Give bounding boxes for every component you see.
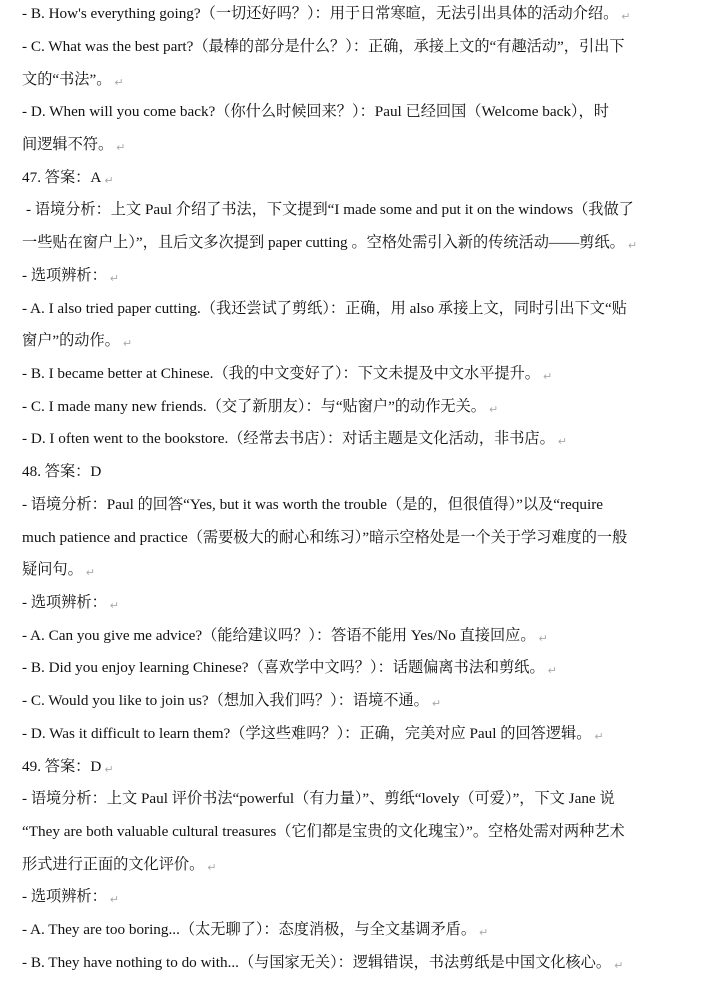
paragraph-mark-icon: ↵ xyxy=(104,763,114,776)
text-line: “They are both valuable cultural treasures（它们都是宝贵的文化瑰宝）”。空格处需对两种艺术 xyxy=(22,823,625,840)
text-line: - B. How's everything going?（一切还好吗？）：用于日常寒暄，无法引出具体的活动介绍。 ↵ xyxy=(22,5,631,23)
paragraph-mark-icon: ↵ xyxy=(614,959,624,972)
paragraph-mark-icon: ↵ xyxy=(542,370,553,383)
paragraph-mark-icon: ↵ xyxy=(207,861,217,874)
paragraph-mark-icon: ↵ xyxy=(114,76,124,89)
text-line: 文的“书法”。 ↵ xyxy=(22,71,124,89)
text-line: - A. They are too boring...（太无聊了）：态度消极，与全文基调矛盾。 ↵ xyxy=(22,921,489,939)
text-line: - B. I became better at Chinese.（我的中文变好了）：下文未提及中文水平提升。 ↵ xyxy=(22,365,553,383)
paragraph-mark-icon: ↵ xyxy=(109,272,120,285)
text-line: - C. What was the best part?（最棒的部分是什么？）：正确，承接上文的“有趣活动”，引出下 xyxy=(22,38,625,55)
paragraph-mark-icon: ↵ xyxy=(109,599,120,612)
text-line: - B. They have nothing to do with...（与国家无关）：逻辑错误，书法剪纸是中国文化核心。 ↵ xyxy=(22,954,624,972)
text-line: 窗户”的动作。 ↵ xyxy=(22,332,133,350)
paragraph-mark-icon: ↵ xyxy=(557,435,567,448)
paragraph-mark-icon: ↵ xyxy=(547,664,557,677)
text-line: - D. I often went to the bookstore.（经常去书店）：对话主题是文化活动，非书店。 ↵ xyxy=(22,430,567,448)
paragraph-mark-icon: ↵ xyxy=(116,141,126,154)
paragraph-mark-icon: ↵ xyxy=(488,403,499,416)
text-line: 形式进行正面的文化评价。 ↵ xyxy=(22,856,217,874)
paragraph-mark-icon: ↵ xyxy=(594,730,604,743)
text-line: - C. Would you like to join us?（想加入我们吗？）：语境不通。 ↵ xyxy=(22,692,442,710)
text-line: - 语境分析：Paul 的回答“Yes, but it was worth the trouble（是的，但很值得）”以及“require xyxy=(22,496,603,513)
paragraph-mark-icon: ↵ xyxy=(109,893,120,906)
text-line: - 语境分析：上文 Paul 评价书法“powerful（有力量）”、剪纸“lovely（可爱）”，下文 Jane 说 xyxy=(22,790,615,807)
paragraph-mark-icon: ↵ xyxy=(621,10,631,23)
answer-heading: 47. 答案：A ↵ xyxy=(22,169,114,187)
text-line: - D. Was it difficult to learn them?（学这些难吗？）：正确，完美对应 Paul 的回答逻辑。 ↵ xyxy=(22,725,604,743)
text-line: - 选项辨析： ↵ xyxy=(22,267,120,285)
text-line: much patience and practice（需要极大的耐心和练习）”暗示空格处是一个关于学习难度的一般 xyxy=(22,529,628,546)
paragraph-mark-icon: ↵ xyxy=(538,632,548,645)
answer-heading: 48. 答案：D xyxy=(22,463,102,480)
text-line: 疑问句。 ↵ xyxy=(22,561,95,579)
text-line: - B. Did you enjoy learning Chinese?（喜欢学中文吗？）：话题偏离书法和剪纸。 ↵ xyxy=(22,659,557,677)
text-line: - C. I made many new friends.（交了新朋友）：与“贴窗户”的动作无关。 ↵ xyxy=(22,398,499,416)
text-line: - 选项辨析： ↵ xyxy=(22,594,120,612)
answer-heading: 49. 答案：D ↵ xyxy=(22,758,114,776)
text-line: - A. Can you give me advice?（能给建议吗？）：答语不能用 Yes/No 直接回应。 ↵ xyxy=(22,627,548,645)
paragraph-mark-icon: ↵ xyxy=(122,337,133,350)
text-line: - 语境分析：上文 Paul 介绍了书法，下文提到“I made some and put it on the windows（我做了 xyxy=(26,201,634,218)
text-line: - 选项辨析： ↵ xyxy=(22,888,120,906)
text-line: - A. I also tried paper cutting.（我还尝试了剪纸）：正确，用 also 承接上文，同时引出下文“贴 xyxy=(22,300,627,317)
paragraph-mark-icon: ↵ xyxy=(431,697,442,710)
paragraph-mark-icon: ↵ xyxy=(627,239,638,252)
paragraph-mark-icon: ↵ xyxy=(104,174,114,187)
paragraph-mark-icon: ↵ xyxy=(85,566,95,579)
text-line: 一些贴在窗户上）”，且后文多次提到 paper cutting 。空格处需引入新的传统活动——剪纸。 ↵ xyxy=(22,234,638,252)
text-line: - D. When will you come back?（你什么时候回来？）：Paul 已经回国（Welcome back），时 xyxy=(22,103,609,120)
paragraph-mark-icon: ↵ xyxy=(479,926,489,939)
text-line: 间逻辑不符。 ↵ xyxy=(22,136,126,154)
